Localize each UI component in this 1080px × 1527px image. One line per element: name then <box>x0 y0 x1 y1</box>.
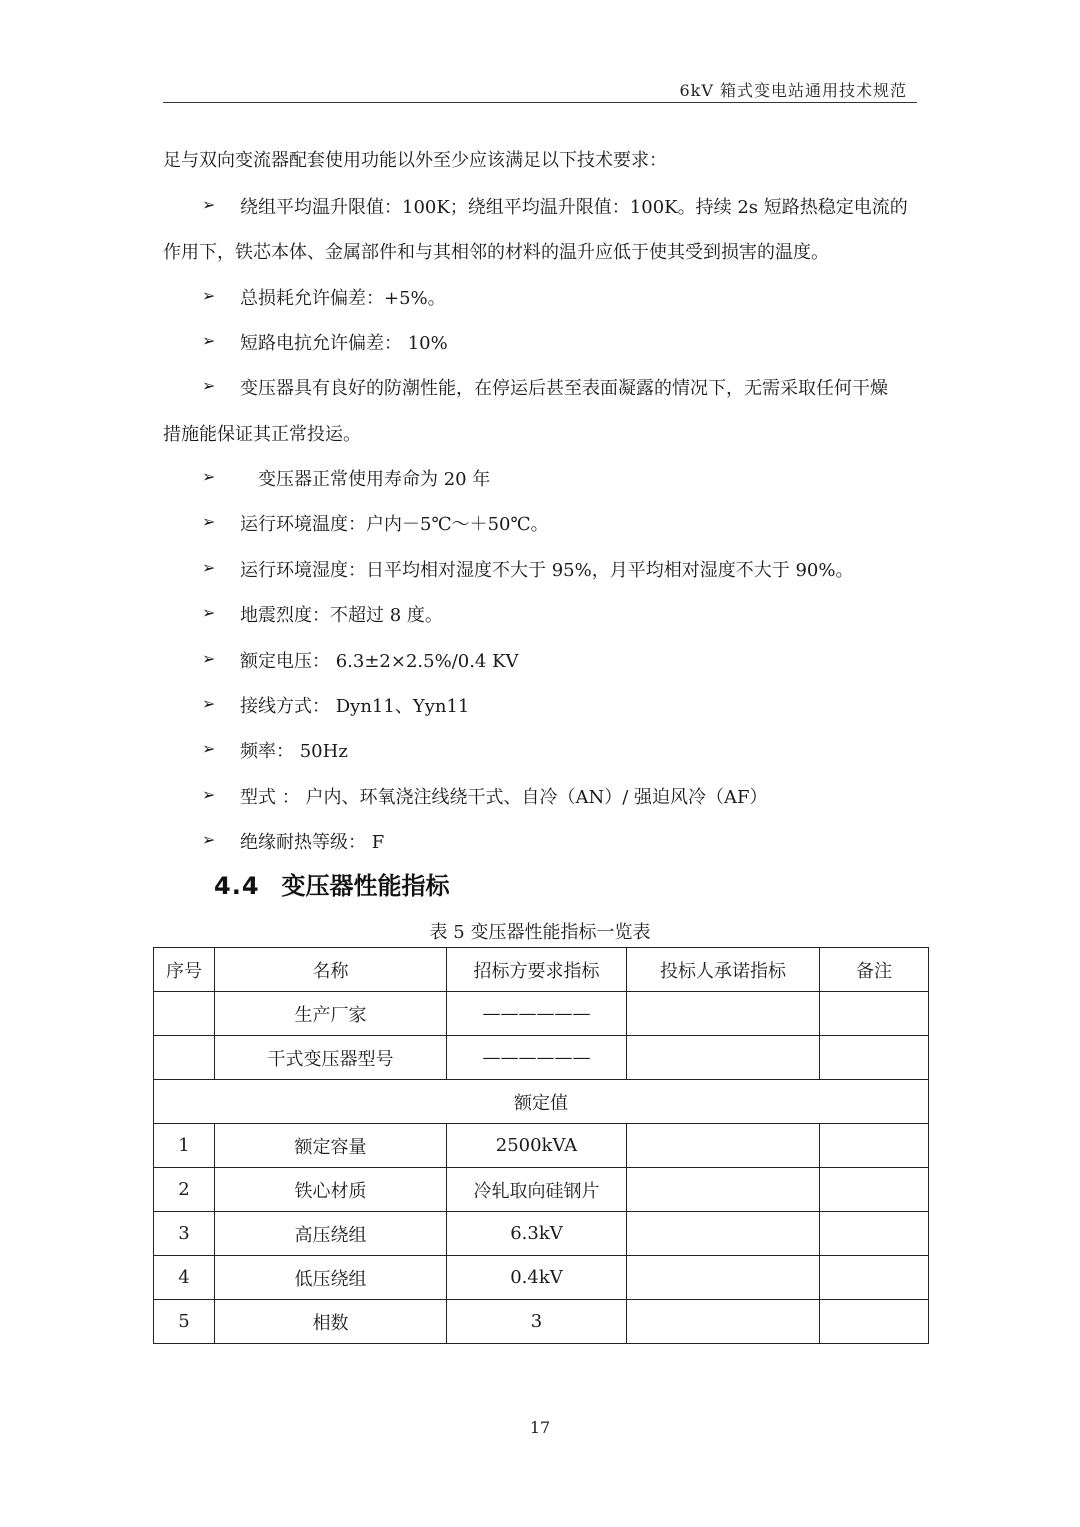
cell-remarks <box>820 1300 929 1344</box>
table-row <box>154 1300 929 1344</box>
cell-name: 相数 <box>215 1300 447 1344</box>
cell-requirement: —————— <box>447 992 627 1036</box>
header-cell-name: 名称 <box>215 948 447 992</box>
cell-commitment <box>627 1300 820 1344</box>
header-title: 6kV 箱式变电站通用技术规范 <box>679 81 907 100</box>
cell-remarks <box>820 1212 929 1256</box>
cell-no: 4 <box>154 1256 215 1300</box>
cell-remarks <box>820 1124 929 1168</box>
bullet-arrow-icon: ➢ <box>202 286 216 305</box>
cell-no <box>154 1036 215 1080</box>
cell-requirement: 6.3kV <box>447 1212 627 1256</box>
cell-remarks <box>820 1168 929 1212</box>
bullet-moisture-proof: 变压器具有良好的防潮性能，在停运后甚至表面凝露的情况下，无需采取任何干燥 <box>240 378 888 399</box>
cell-commitment <box>627 1124 820 1168</box>
cell-name: 干式变压器型号 <box>215 1036 447 1080</box>
cell-requirement: 2500kVA <box>447 1124 627 1168</box>
cell-no <box>154 992 215 1036</box>
cell-requirement: 0.4kV <box>447 1256 627 1300</box>
table-row <box>154 1124 929 1168</box>
table-row <box>154 992 929 1036</box>
bullet-service-life: 变压器正常使用寿命为 20 年 <box>258 469 491 490</box>
table-row <box>154 1256 929 1300</box>
bullet-arrow-icon: ➢ <box>202 739 216 758</box>
cell-commitment <box>627 992 820 1036</box>
bullet-arrow-icon: ➢ <box>202 649 216 668</box>
bullet-seismic-intensity: 地震烈度：不超过 8 度。 <box>240 605 443 626</box>
table-row <box>154 1212 929 1256</box>
cell-remarks <box>820 1256 929 1300</box>
cell-name: 铁心材质 <box>215 1168 447 1212</box>
cell-commitment <box>627 1168 820 1212</box>
cell-commitment <box>627 1256 820 1300</box>
cell-commitment <box>627 1036 820 1080</box>
bullet-arrow-icon: ➢ <box>202 467 216 486</box>
header-cell-requirement: 招标方要求指标 <box>447 948 627 992</box>
cell-name: 低压绕组 <box>215 1256 447 1300</box>
header-cell-commitment: 投标人承诺指标 <box>627 948 820 992</box>
header-cell-no: 序号 <box>154 948 215 992</box>
bullet-ambient-humidity: 运行环境湿度：日平均相对湿度不大于 95%，月平均相对湿度不大于 90%。 <box>240 560 854 581</box>
table-group-row <box>154 1080 929 1124</box>
bullet-short-circuit-reactance: 短路电抗允许偏差： 10% <box>240 333 448 354</box>
page-number: 17 <box>529 1418 551 1437</box>
bullet-arrow-icon: ➢ <box>202 195 216 214</box>
bullet-arrow-icon: ➢ <box>202 331 216 350</box>
intro-paragraph: 足与双向变流器配套使用功能以外至少应该满足以下技术要求： <box>163 150 667 171</box>
bullet-arrow-icon: ➢ <box>202 603 216 622</box>
cell-requirement: 3 <box>447 1300 627 1344</box>
bullet-arrow-icon: ➢ <box>202 376 216 395</box>
cell-no: 3 <box>154 1212 215 1256</box>
header-cell-remarks: 备注 <box>820 948 929 992</box>
cell-requirement: 冷轧取向硅钢片 <box>447 1168 627 1212</box>
cell-name: 额定容量 <box>215 1124 447 1168</box>
bullet-ambient-temperature: 运行环境温度：户内－5℃～＋50℃。 <box>240 514 549 535</box>
cell-requirement: —————— <box>447 1036 627 1080</box>
bullet-arrow-icon: ➢ <box>202 830 216 849</box>
bullet-moisture-proof-cont: 措施能保证其正常投运。 <box>163 424 361 445</box>
bullet-arrow-icon: ➢ <box>202 512 216 531</box>
bullet-frequency: 频率： 50Hz <box>240 741 348 762</box>
cell-no: 5 <box>154 1300 215 1344</box>
bullet-arrow-icon: ➢ <box>202 785 216 804</box>
bullet-temperature-rise-cont: 作用下，铁芯本体、金属部件和与其相邻的材料的温升应低于使其受到损害的温度。 <box>163 242 829 263</box>
cell-remarks <box>820 992 929 1036</box>
group-label-cell: 额定值 <box>154 1080 929 1124</box>
page-header <box>163 74 917 103</box>
table-row <box>154 1168 929 1212</box>
cell-name: 高压绕组 <box>215 1212 447 1256</box>
table-caption: 表 5 变压器性能指标一览表 <box>429 922 651 943</box>
cell-commitment <box>627 1212 820 1256</box>
section-heading <box>214 866 450 901</box>
cell-remarks <box>820 1036 929 1080</box>
section-number: 4.4 <box>214 872 260 900</box>
bullet-arrow-icon: ➢ <box>202 558 216 577</box>
bullet-total-loss: 总损耗允许偏差：+5%。 <box>240 288 446 309</box>
cell-name: 生产厂家 <box>215 992 447 1036</box>
bullet-insulation-class: 绝缘耐热等级： F <box>240 832 385 853</box>
bullet-connection-mode: 接线方式： Dyn11、Yyn11 <box>240 696 470 717</box>
bullet-arrow-icon: ➢ <box>202 694 216 713</box>
bullet-rated-voltage: 额定电压： 6.3±2×2.5%/0.4 KV <box>240 651 519 672</box>
cell-no: 2 <box>154 1168 215 1212</box>
table-header-row <box>154 948 929 992</box>
section-title: 变压器性能指标 <box>281 872 450 900</box>
table-row <box>154 1036 929 1080</box>
bullet-temperature-rise: 绕组平均温升限值：100K；绕组平均温升限值：100K。持续 2s 短路热稳定电流的 <box>240 197 908 218</box>
bullet-type: 型式 ： 户内、环氧浇注线绕干式、自冷（AN）/ 强迫风冷（AF） <box>240 787 768 808</box>
performance-table <box>153 947 929 1344</box>
cell-no: 1 <box>154 1124 215 1168</box>
